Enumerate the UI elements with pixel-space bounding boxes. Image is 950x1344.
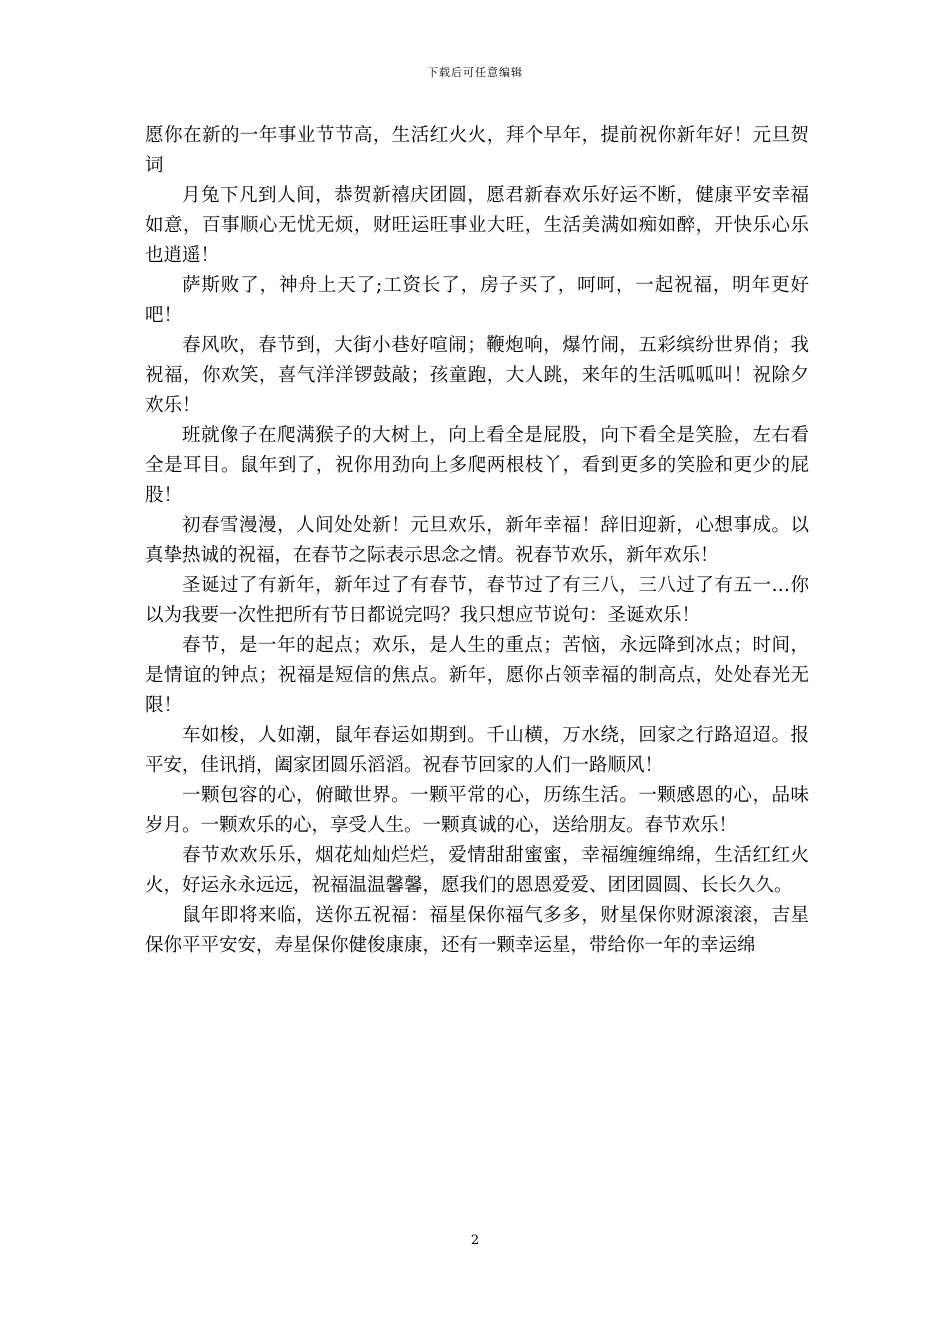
document-body xyxy=(145,121,809,961)
paragraph: 圣诞过了有新年，新年过了有春节，春节过了有三八，三八过了有五一…你以为我要一次性把所有节日都说完吗？我只想应节说句：圣诞欢乐！ xyxy=(145,575,809,626)
paragraph: 一颗包容的心，俯瞰世界。一颗平常的心，历练生活。一颗感恩的心，品味岁月。一颗欢乐的心，享受人生。一颗真诚的心，送给朋友。春节欢乐！ xyxy=(145,785,809,836)
paragraph: 初春雪漫漫，人间处处新！元旦欢乐，新年幸福！辞旧迎新，心想事成。以真挚热诚的祝福，在春节之际表示思念之情。祝春节欢乐，新年欢乐！ xyxy=(145,515,809,566)
paragraph: 愿你在新的一年事业节节高，生活红火火，拜个早年，提前祝你新年好！元旦贺词 xyxy=(145,125,809,176)
paragraph: 春节欢欢乐乐，烟花灿灿烂烂，爱情甜甜蜜蜜，幸福缠缠绵绵，生活红红火火，好运永永远远，祝福温温馨馨，愿我们的恩恩爱爱、团团圆圆、长长久久。 xyxy=(145,845,809,896)
paragraph: 班就像子在爬满猴子的大树上，向上看全是屁股，向下看全是笑脸，左右看全是耳目。鼠年到了，祝你用劲向上多爬两根枝丫，看到更多的笑脸和更少的屁股！ xyxy=(145,425,809,506)
paragraph: 车如梭，人如潮，鼠年春运如期到。千山横，万水绕，回家之行路迢迢。报平安，佳讯捎，阖家团圆乐滔滔。祝春节回家的人们一路顺风！ xyxy=(145,725,809,776)
page-number: 2 xyxy=(470,1233,480,1248)
paragraph: 萨斯败了，神舟上天了;工资长了，房子买了，呵呵，一起祝福，明年更好吧！ xyxy=(145,275,809,326)
page-header: 下载后可任意编辑 xyxy=(427,66,523,79)
paragraph: 鼠年即将来临，送你五祝福：福星保你福气多多，财星保你财源滚滚，吉星保你平平安安，寿星保你健俊康康，还有一颗幸运星，带给你一年的幸运绵 xyxy=(145,905,809,956)
paragraph: 春节，是一年的起点；欢乐，是人生的重点；苦恼，永远降到冰点；时间，是情谊的钟点；祝福是短信的焦点。新年，愿你占领幸福的制高点，处处春光无限！ xyxy=(145,635,809,716)
paragraph: 月兔下凡到人间，恭贺新禧庆团圆，愿君新春欢乐好运不断，健康平安幸福如意，百事顺心无忧无烦，财旺运旺事业大旺，生活美满如痴如醉，开快乐心乐也逍遥！ xyxy=(145,185,809,266)
paragraph: 春风吹，春节到，大街小巷好喧闹；鞭炮响，爆竹闹，五彩缤纷世界俏；我祝福，你欢笑，喜气洋洋锣鼓敲；孩童跑，大人跳，来年的生活呱呱叫！祝除夕欢乐！ xyxy=(145,335,809,416)
